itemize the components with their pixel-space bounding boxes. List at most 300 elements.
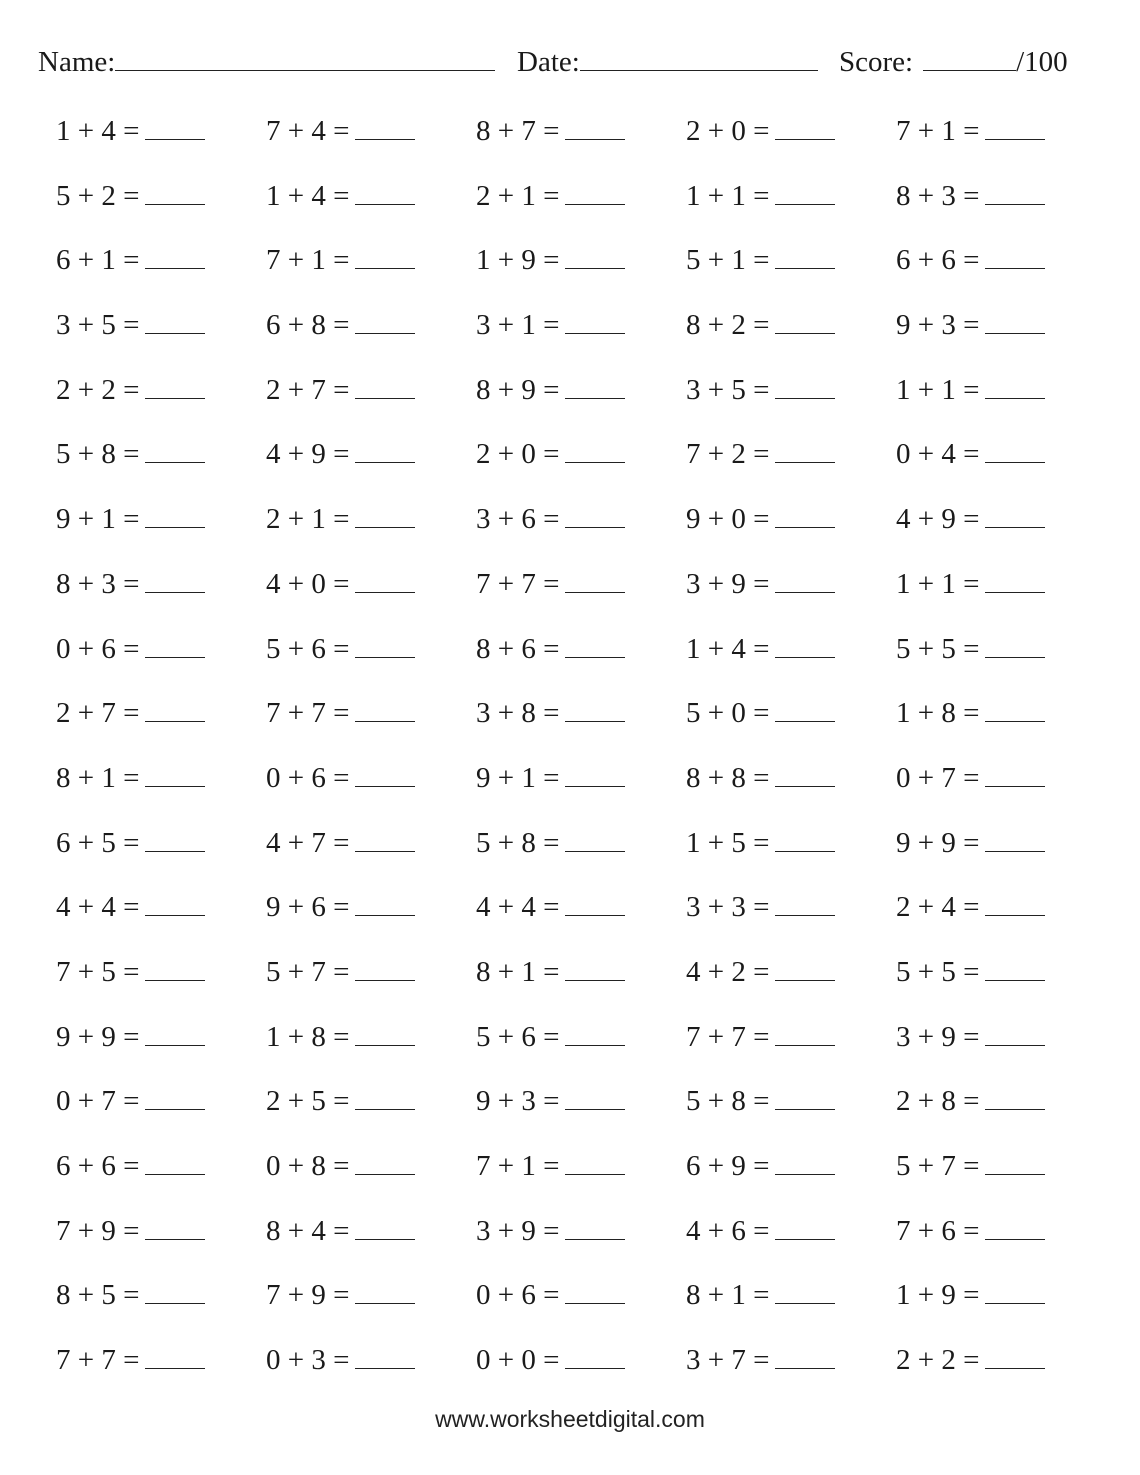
- addition-problem: [896, 762, 1045, 795]
- addition-problem: [476, 568, 625, 601]
- problem-text: 0 + 6 =: [476, 1279, 560, 1312]
- answer-blank[interactable]: [775, 1085, 835, 1110]
- problem-text: 5 + 1 =: [686, 244, 770, 277]
- problem-text: 8 + 5 =: [56, 1279, 140, 1312]
- answer-blank[interactable]: [565, 956, 625, 981]
- problem-text: 0 + 7 =: [56, 1085, 140, 1118]
- addition-problem: [266, 1150, 415, 1183]
- answer-blank[interactable]: [565, 1021, 625, 1046]
- problem-text: 8 + 3 =: [896, 179, 980, 212]
- addition-problem: [476, 1085, 625, 1118]
- answer-blank[interactable]: [145, 697, 205, 722]
- addition-problem: [476, 956, 625, 989]
- problem-text: 3 + 5 =: [686, 373, 770, 406]
- answer-blank[interactable]: [355, 633, 415, 658]
- problem-text: 5 + 5 =: [896, 632, 980, 665]
- addition-problem: [266, 115, 415, 148]
- answer-blank[interactable]: [355, 309, 415, 334]
- problem-text: 5 + 8 =: [686, 1085, 770, 1118]
- addition-problem: [896, 891, 1045, 924]
- addition-problem: [896, 1279, 1045, 1312]
- addition-problem: [476, 244, 625, 277]
- addition-problem: [476, 1279, 625, 1312]
- problem-text: 1 + 4 =: [56, 115, 140, 147]
- answer-blank[interactable]: [145, 115, 205, 140]
- answer-blank[interactable]: [565, 762, 625, 787]
- answer-blank[interactable]: [775, 697, 835, 722]
- problem-text: 2 + 0 =: [686, 115, 770, 147]
- answer-blank[interactable]: [775, 1150, 835, 1175]
- answer-blank[interactable]: [565, 244, 625, 269]
- addition-problem: [686, 1279, 835, 1312]
- problem-text: 2 + 2 =: [56, 373, 140, 406]
- addition-problem: [56, 891, 205, 924]
- answer-blank[interactable]: [145, 309, 205, 334]
- addition-problem: [56, 309, 205, 342]
- problem-text: 4 + 6 =: [686, 1214, 770, 1247]
- answer-blank[interactable]: [145, 503, 205, 528]
- addition-problem: [56, 956, 205, 989]
- answer-blank[interactable]: [355, 374, 415, 399]
- name-blank[interactable]: [115, 40, 495, 71]
- problem-text: 4 + 9 =: [266, 438, 350, 471]
- addition-problem: [56, 1021, 205, 1054]
- answer-blank[interactable]: [355, 1279, 415, 1304]
- problem-text: 5 + 8 =: [476, 826, 560, 859]
- addition-problem: [686, 374, 835, 407]
- answer-blank[interactable]: [355, 891, 415, 916]
- problem-text: 7 + 4 =: [266, 115, 350, 147]
- answer-blank[interactable]: [145, 1085, 205, 1110]
- answer-blank[interactable]: [775, 891, 835, 916]
- addition-problem: [686, 762, 835, 795]
- score-blank[interactable]: [923, 40, 1016, 71]
- answer-blank[interactable]: [355, 1150, 415, 1175]
- problem-text: 4 + 4 =: [476, 891, 560, 924]
- problem-text: 7 + 6 =: [896, 1214, 980, 1247]
- addition-problem: [266, 697, 415, 730]
- problem-text: 7 + 1 =: [896, 115, 980, 147]
- name-label: Name:: [38, 46, 116, 78]
- addition-problem: [686, 1021, 835, 1054]
- addition-problem: [266, 244, 415, 277]
- answer-blank[interactable]: [985, 244, 1045, 269]
- addition-problem: [686, 956, 835, 989]
- addition-problem: [476, 633, 625, 666]
- addition-problem: [56, 762, 205, 795]
- answer-blank[interactable]: [775, 568, 835, 593]
- addition-problem: [266, 762, 415, 795]
- answer-blank[interactable]: [775, 1279, 835, 1304]
- addition-problem: [896, 115, 1045, 148]
- addition-problem: [56, 568, 205, 601]
- addition-problem: [686, 1215, 835, 1248]
- problem-text: 4 + 2 =: [686, 955, 770, 988]
- problem-text: 4 + 4 =: [56, 891, 140, 924]
- score-field[interactable]: [839, 40, 1068, 79]
- problem-text: 8 + 9 =: [476, 373, 560, 406]
- addition-problem: [266, 1085, 415, 1118]
- answer-blank[interactable]: [775, 633, 835, 658]
- addition-problem: [266, 1279, 415, 1312]
- answer-blank[interactable]: [145, 438, 205, 463]
- problem-text: 1 + 1 =: [686, 179, 770, 212]
- problem-text: 0 + 8 =: [266, 1150, 350, 1182]
- answer-blank[interactable]: [985, 309, 1045, 334]
- answer-blank[interactable]: [565, 568, 625, 593]
- problem-text: 3 + 9 =: [686, 567, 770, 600]
- problem-text: 0 + 0 =: [476, 1344, 560, 1377]
- problem-row: [56, 748, 1066, 813]
- answer-blank[interactable]: [775, 244, 835, 269]
- addition-problem: [476, 1150, 625, 1183]
- addition-problem: [476, 697, 625, 730]
- addition-problem: [476, 891, 625, 924]
- addition-problem: [686, 697, 835, 730]
- answer-blank[interactable]: [145, 956, 205, 981]
- addition-problem: [896, 1215, 1045, 1248]
- answer-blank[interactable]: [355, 1085, 415, 1110]
- answer-blank[interactable]: [145, 1021, 205, 1046]
- answer-blank[interactable]: [145, 827, 205, 852]
- answer-blank[interactable]: [565, 697, 625, 722]
- answer-blank[interactable]: [775, 309, 835, 334]
- addition-problem: [56, 1215, 205, 1248]
- problem-text: 3 + 3 =: [686, 891, 770, 924]
- addition-problem: [266, 1344, 415, 1377]
- problem-text: 1 + 1 =: [896, 567, 980, 600]
- problem-text: 8 + 6 =: [476, 632, 560, 665]
- addition-problem: [896, 1085, 1045, 1118]
- answer-blank[interactable]: [775, 762, 835, 787]
- answer-blank[interactable]: [985, 1344, 1045, 1369]
- problem-text: 2 + 4 =: [896, 891, 980, 924]
- problem-text: 3 + 7 =: [686, 1344, 770, 1377]
- answer-blank[interactable]: [565, 1085, 625, 1110]
- addition-problem: [56, 827, 205, 860]
- addition-problem: [896, 1021, 1045, 1054]
- addition-problem: [686, 568, 835, 601]
- problem-row: [56, 1071, 1066, 1136]
- addition-problem: [896, 309, 1045, 342]
- answer-blank[interactable]: [145, 180, 205, 205]
- problem-text: 7 + 7 =: [56, 1344, 140, 1377]
- problem-row: [56, 295, 1066, 360]
- problem-text: 1 + 4 =: [266, 179, 350, 212]
- problem-row: [56, 1136, 1066, 1201]
- addition-problem: [896, 374, 1045, 407]
- answer-blank[interactable]: [355, 503, 415, 528]
- problem-text: 3 + 9 =: [896, 1020, 980, 1053]
- problem-text: 9 + 1 =: [56, 503, 140, 536]
- answer-blank[interactable]: [985, 956, 1045, 981]
- problem-row: [56, 1265, 1066, 1330]
- addition-problem: [476, 827, 625, 860]
- answer-blank[interactable]: [355, 1344, 415, 1369]
- problem-text: 7 + 7 =: [686, 1020, 770, 1053]
- answer-blank[interactable]: [145, 568, 205, 593]
- name-field[interactable]: [38, 40, 495, 79]
- answer-blank[interactable]: [355, 956, 415, 981]
- addition-problem: [266, 827, 415, 860]
- addition-problem: [896, 633, 1045, 666]
- answer-blank[interactable]: [145, 374, 205, 399]
- addition-problem: [56, 438, 205, 471]
- problem-text: 3 + 5 =: [56, 309, 140, 342]
- answer-blank[interactable]: [985, 438, 1045, 463]
- addition-problem: [56, 1279, 205, 1312]
- addition-problem: [476, 309, 625, 342]
- addition-problem: [476, 180, 625, 213]
- addition-problem: [896, 1344, 1045, 1377]
- addition-problem: [56, 697, 205, 730]
- problem-text: 9 + 0 =: [686, 503, 770, 536]
- problem-text: 5 + 6 =: [266, 632, 350, 665]
- problem-row: [56, 877, 1066, 942]
- problem-text: 6 + 6 =: [896, 244, 980, 277]
- addition-problem: [266, 633, 415, 666]
- answer-blank[interactable]: [985, 1085, 1045, 1110]
- addition-problem: [896, 697, 1045, 730]
- date-blank[interactable]: [580, 40, 818, 71]
- answer-blank[interactable]: [985, 827, 1045, 852]
- footer-url: www.worksheetdigital.com: [435, 1406, 705, 1432]
- problem-grid: [56, 101, 1066, 1395]
- score-total: /100: [1016, 46, 1068, 78]
- answer-blank[interactable]: [565, 438, 625, 463]
- problem-text: 9 + 6 =: [266, 891, 350, 924]
- answer-blank[interactable]: [985, 633, 1045, 658]
- problem-text: 4 + 9 =: [896, 503, 980, 536]
- problem-text: 7 + 1 =: [476, 1150, 560, 1182]
- answer-blank[interactable]: [565, 503, 625, 528]
- addition-problem: [476, 1215, 625, 1248]
- problem-text: 2 + 5 =: [266, 1085, 350, 1118]
- addition-problem: [686, 438, 835, 471]
- addition-problem: [266, 568, 415, 601]
- answer-blank[interactable]: [985, 891, 1045, 916]
- addition-problem: [266, 956, 415, 989]
- problem-text: 8 + 1 =: [686, 1279, 770, 1312]
- problem-row: [56, 101, 1066, 166]
- answer-blank[interactable]: [355, 568, 415, 593]
- problem-text: 7 + 7 =: [266, 697, 350, 730]
- addition-problem: [476, 438, 625, 471]
- addition-problem: [476, 1344, 625, 1377]
- problem-text: 6 + 8 =: [266, 309, 350, 342]
- answer-blank[interactable]: [145, 1279, 205, 1304]
- answer-blank[interactable]: [985, 762, 1045, 787]
- answer-blank[interactable]: [985, 1150, 1045, 1175]
- answer-blank[interactable]: [145, 633, 205, 658]
- problem-row: [56, 813, 1066, 878]
- addition-problem: [56, 1344, 205, 1377]
- problem-text: 7 + 7 =: [476, 567, 560, 600]
- addition-problem: [56, 374, 205, 407]
- answer-blank[interactable]: [775, 115, 835, 140]
- addition-problem: [56, 115, 205, 148]
- addition-problem: [266, 1021, 415, 1054]
- answer-blank[interactable]: [355, 697, 415, 722]
- problem-row: [56, 360, 1066, 425]
- answer-blank[interactable]: [775, 1021, 835, 1046]
- answer-blank[interactable]: [985, 503, 1045, 528]
- addition-problem: [686, 309, 835, 342]
- addition-problem: [476, 762, 625, 795]
- problem-text: 5 + 6 =: [476, 1020, 560, 1053]
- problem-text: 0 + 3 =: [266, 1344, 350, 1377]
- addition-problem: [896, 180, 1045, 213]
- answer-blank[interactable]: [775, 438, 835, 463]
- answer-blank[interactable]: [145, 891, 205, 916]
- answer-blank[interactable]: [985, 568, 1045, 593]
- addition-problem: [266, 438, 415, 471]
- answer-blank[interactable]: [985, 1021, 1045, 1046]
- addition-problem: [56, 503, 205, 536]
- answer-blank[interactable]: [775, 1344, 835, 1369]
- answer-blank[interactable]: [355, 827, 415, 852]
- problem-row: [56, 1330, 1066, 1395]
- answer-blank[interactable]: [985, 697, 1045, 722]
- answer-blank[interactable]: [355, 244, 415, 269]
- addition-problem: [896, 568, 1045, 601]
- addition-problem: [266, 503, 415, 536]
- addition-problem: [686, 891, 835, 924]
- answer-blank[interactable]: [355, 1215, 415, 1240]
- answer-blank[interactable]: [565, 115, 625, 140]
- addition-problem: [896, 956, 1045, 989]
- problem-text: 1 + 9 =: [476, 244, 560, 277]
- problem-text: 1 + 9 =: [896, 1279, 980, 1312]
- answer-blank[interactable]: [565, 1215, 625, 1240]
- problem-row: [56, 942, 1066, 1007]
- answer-blank[interactable]: [565, 1150, 625, 1175]
- addition-problem: [56, 633, 205, 666]
- answer-blank[interactable]: [565, 374, 625, 399]
- problem-text: 3 + 6 =: [476, 503, 560, 536]
- answer-blank[interactable]: [565, 180, 625, 205]
- answer-blank[interactable]: [145, 1215, 205, 1240]
- answer-blank[interactable]: [775, 374, 835, 399]
- problem-text: 7 + 2 =: [686, 438, 770, 471]
- addition-problem: [896, 1150, 1045, 1183]
- addition-problem: [56, 1150, 205, 1183]
- problem-text: 2 + 1 =: [266, 503, 350, 536]
- problem-row: [56, 1201, 1066, 1266]
- problem-text: 4 + 0 =: [266, 567, 350, 600]
- problem-text: 9 + 9 =: [896, 826, 980, 859]
- problem-text: 8 + 1 =: [476, 955, 560, 988]
- problem-text: 7 + 1 =: [266, 244, 350, 277]
- addition-problem: [686, 1150, 835, 1183]
- problem-text: 5 + 5 =: [896, 955, 980, 988]
- date-label: Date:: [517, 46, 580, 78]
- addition-problem: [896, 438, 1045, 471]
- addition-problem: [686, 827, 835, 860]
- answer-blank[interactable]: [985, 1279, 1045, 1304]
- answer-blank[interactable]: [355, 1021, 415, 1046]
- addition-problem: [476, 503, 625, 536]
- answer-blank[interactable]: [775, 503, 835, 528]
- answer-blank[interactable]: [145, 244, 205, 269]
- answer-blank[interactable]: [565, 633, 625, 658]
- problem-text: 1 + 4 =: [686, 632, 770, 665]
- answer-blank[interactable]: [985, 374, 1045, 399]
- answer-blank[interactable]: [145, 1150, 205, 1175]
- answer-blank[interactable]: [565, 1279, 625, 1304]
- problem-text: 9 + 3 =: [476, 1085, 560, 1118]
- addition-problem: [56, 244, 205, 277]
- problem-text: 3 + 1 =: [476, 309, 560, 342]
- problem-text: 0 + 4 =: [896, 438, 980, 471]
- problem-text: 3 + 8 =: [476, 697, 560, 730]
- answer-blank[interactable]: [985, 180, 1045, 205]
- addition-problem: [686, 1085, 835, 1118]
- addition-problem: [686, 244, 835, 277]
- problem-text: 1 + 8 =: [266, 1020, 350, 1053]
- addition-problem: [266, 374, 415, 407]
- problem-text: 6 + 1 =: [56, 244, 140, 277]
- score-label: Score:: [839, 46, 914, 78]
- problem-text: 1 + 8 =: [896, 697, 980, 730]
- problem-row: [56, 619, 1066, 684]
- answer-blank[interactable]: [565, 827, 625, 852]
- problem-text: 8 + 3 =: [56, 567, 140, 600]
- date-field[interactable]: [517, 40, 818, 79]
- problem-text: 9 + 1 =: [476, 761, 560, 794]
- problem-text: 9 + 3 =: [896, 309, 980, 342]
- problem-text: 4 + 7 =: [266, 826, 350, 859]
- problem-text: 6 + 6 =: [56, 1150, 140, 1182]
- problem-row: [56, 683, 1066, 748]
- problem-text: 1 + 5 =: [686, 826, 770, 859]
- answer-blank[interactable]: [355, 438, 415, 463]
- answer-blank[interactable]: [565, 309, 625, 334]
- addition-problem: [476, 115, 625, 148]
- problem-text: 9 + 9 =: [56, 1020, 140, 1053]
- problem-text: 8 + 7 =: [476, 115, 560, 147]
- problem-row: [56, 230, 1066, 295]
- addition-problem: [686, 633, 835, 666]
- answer-blank[interactable]: [355, 115, 415, 140]
- answer-blank[interactable]: [985, 115, 1045, 140]
- problem-text: 7 + 5 =: [56, 955, 140, 988]
- answer-blank[interactable]: [565, 891, 625, 916]
- answer-blank[interactable]: [775, 1215, 835, 1240]
- answer-blank[interactable]: [145, 1344, 205, 1369]
- problem-text: 8 + 2 =: [686, 309, 770, 342]
- answer-blank[interactable]: [775, 827, 835, 852]
- problem-text: 8 + 8 =: [686, 761, 770, 794]
- problem-text: 8 + 1 =: [56, 761, 140, 794]
- answer-blank[interactable]: [145, 762, 205, 787]
- answer-blank[interactable]: [985, 1215, 1045, 1240]
- problem-text: 2 + 7 =: [56, 697, 140, 730]
- answer-blank[interactable]: [355, 762, 415, 787]
- addition-problem: [686, 1344, 835, 1377]
- problem-text: 2 + 8 =: [896, 1085, 980, 1118]
- problem-text: 5 + 0 =: [686, 697, 770, 730]
- answer-blank[interactable]: [775, 956, 835, 981]
- addition-problem: [266, 891, 415, 924]
- answer-blank[interactable]: [775, 180, 835, 205]
- problem-text: 0 + 6 =: [266, 761, 350, 794]
- answer-blank[interactable]: [565, 1344, 625, 1369]
- addition-problem: [56, 180, 205, 213]
- problem-row: [56, 1007, 1066, 1072]
- answer-blank[interactable]: [355, 180, 415, 205]
- problem-text: 7 + 9 =: [56, 1214, 140, 1247]
